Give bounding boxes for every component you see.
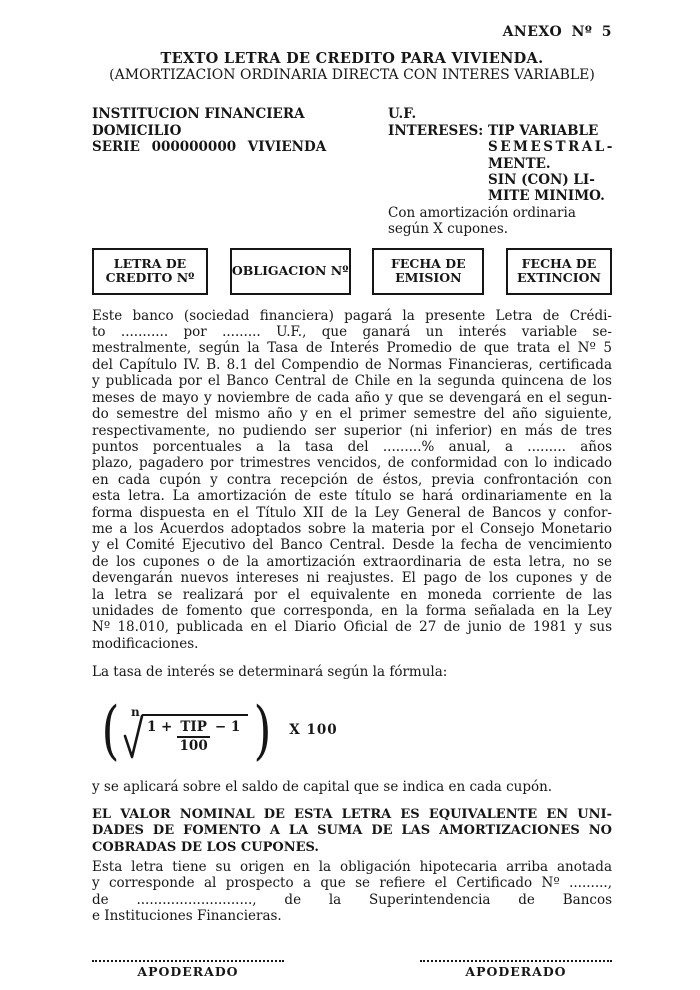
text-line: plazo, pagadero por trimestres vencidos, de conformidad con lo indicado: [92, 455, 612, 472]
signature-label: APODERADO: [465, 964, 567, 980]
box-fecha-emision: [372, 248, 484, 295]
text-line: esta letra. La amortización de este título se hará ordinariamente en la: [92, 488, 612, 505]
text-line: forma dispuesta en el Título XII de la Ley General de Bancos y confor-: [92, 504, 612, 521]
text-line: Con amortización ordinaria: [388, 204, 576, 221]
box-letra-de-credito: [92, 248, 208, 295]
text-line: COBRADAS DE LOS CUPONES.: [92, 839, 319, 853]
document-subtitle: (AMORTIZACION ORDINARIA DIRECTA CON INTERES VARIABLE): [109, 67, 595, 84]
text-line: Este banco (sociedad financiera) pagará la presente Letra de Crédi-: [92, 307, 612, 324]
signature-line: [92, 960, 284, 962]
formula-intro: La tasa de interés se determinará según la fórmula:: [92, 664, 448, 681]
text-line: en cada cupón y contra recepción de éstos, previa confrontación con: [92, 471, 612, 488]
interest-row: [388, 123, 615, 205]
text-line: e Instituciones Financieras.: [92, 908, 282, 925]
text-line: MITE MINIMO.: [488, 188, 605, 205]
box-fecha-extincion: [506, 248, 612, 295]
nominal-value-paragraph: [92, 807, 612, 853]
nth-root: [123, 702, 248, 760]
text-line: DADES DE FOMENTO A LA SUMA DE LAS AMORTIZACIONES NO: [92, 823, 612, 839]
text-line: TIP VARIABLE: [488, 122, 599, 139]
uf-label: U.F.: [388, 106, 417, 123]
text-line: y publicada por el Banco Central de Chile en la segunda quincena de los: [92, 373, 612, 390]
text-line: SIN (CON) LI-: [488, 172, 595, 189]
text-line: SEMESTRAL-: [488, 139, 615, 156]
text-line: la letra se realizará por el equivalente en moneda corriente de las: [92, 586, 612, 603]
open-paren: (: [101, 693, 120, 768]
text-line: y el Comité Ejecutivo del Banco Central. Desde la fecha de vencimiento: [92, 537, 612, 554]
text-line: OBLIGACION Nº: [231, 263, 349, 279]
tip-fraction: [177, 720, 210, 754]
formula-multiplier: X 100: [289, 722, 338, 739]
issuer-terms-block: [92, 106, 615, 238]
text-line: EMISION: [395, 270, 462, 286]
radicand-pre: 1 +: [146, 718, 173, 735]
text-line: Esta letra tiene su origen en la obligación hipotecaria arriba anotada: [92, 858, 612, 875]
close-paren: ): [253, 693, 272, 768]
interest-label: INTERESES:: [388, 122, 484, 139]
text-line: puntos porcentuales a la tasa del .........% anual, a ......... años: [92, 438, 612, 455]
fraction-numerator: TIP: [177, 720, 210, 738]
text-line: de los cupones o de la amortización extraordinaria de esta letra, no se: [92, 553, 612, 570]
text-line: meses de mayo y noviembre de cada año y que se devengará en el segun-: [92, 389, 612, 406]
text-line: CREDITO Nº: [105, 270, 195, 286]
document-title: TEXTO LETRA DE CREDITO PARA VIVIENDA.: [160, 50, 544, 68]
formula-application-note: y se aplicará sobre el saldo de capital que se indica en cada cupón.: [92, 778, 553, 795]
text-line: del Capítulo IV. B. 8.1 del Compendio de Normas Financieras, certificada: [92, 356, 612, 373]
signature-area: [92, 960, 612, 980]
text-line: LETRA DE: [113, 256, 187, 272]
interest-rate-formula: [98, 695, 612, 767]
text-line: to ........... por ......... U.F., que ganará un interés variable se-: [92, 324, 612, 341]
box-obligacion: [230, 248, 351, 295]
text-line: mestralmente, según la Tasa de Interés Promedio de que trata el Nº 5: [92, 340, 612, 357]
text-line: MENTE.: [488, 155, 551, 172]
text-line: do semestre del mismo año y en el primer semestre del año siguiente,: [92, 406, 612, 423]
text-line: FECHA DE: [521, 256, 597, 272]
radicand-post: − 1: [214, 718, 241, 735]
amortization-note: [388, 205, 615, 238]
signature-label: APODERADO: [137, 964, 239, 980]
text-line: devengarán nuevos intereses ni reajustes. El pago de los cupones y de: [92, 570, 612, 587]
text-line: FECHA DE: [391, 256, 466, 272]
text-line: según X cupones.: [388, 221, 509, 238]
text-line: unidades de fomento que corresponda, en la forma señalada en la Ley: [92, 602, 612, 619]
text-line: EL VALOR NOMINAL DE ESTA LETRA ES EQUIVALENTE EN UNI-: [92, 807, 612, 822]
terms-block: [388, 106, 615, 237]
text-line: INSTITUCION FINANCIERA: [92, 106, 305, 123]
text-line: EXTINCION: [517, 270, 601, 286]
issuer-block: [92, 106, 388, 237]
text-line: y corresponde al prospecto a que se refiere el Certificado Nº .........,: [92, 875, 612, 892]
signature-left: [92, 960, 284, 980]
signature-line: [420, 960, 612, 962]
main-paragraph: [92, 308, 612, 653]
signature-right: [420, 960, 612, 980]
field-boxes-row: [92, 248, 612, 295]
text-line: respectivamente, no pudiendo ser superior (ni inferior) en más de tres: [92, 422, 612, 439]
text-line: Nº 18.010, publicada en el Diario Oficial de 27 de junio de 1981 y sus: [92, 619, 612, 636]
annex-heading: ANEXO Nº 5: [502, 24, 612, 40]
root-index: n: [130, 704, 140, 719]
text-line: de ..........................., de la Superintendencia de Bancos: [92, 891, 612, 908]
text-line: modificaciones.: [92, 635, 199, 652]
interest-values: [488, 123, 615, 205]
origin-paragraph: [92, 859, 612, 925]
text-line: me a los Acuerdos adoptados sobre la materia por el Consejo Monetario: [92, 520, 612, 537]
text-line: SERIE 000000000 VIVIENDA: [92, 139, 327, 156]
fraction-denominator: 100: [179, 737, 208, 754]
text-line: DOMICILIO: [92, 122, 182, 139]
radicand: [142, 714, 248, 754]
